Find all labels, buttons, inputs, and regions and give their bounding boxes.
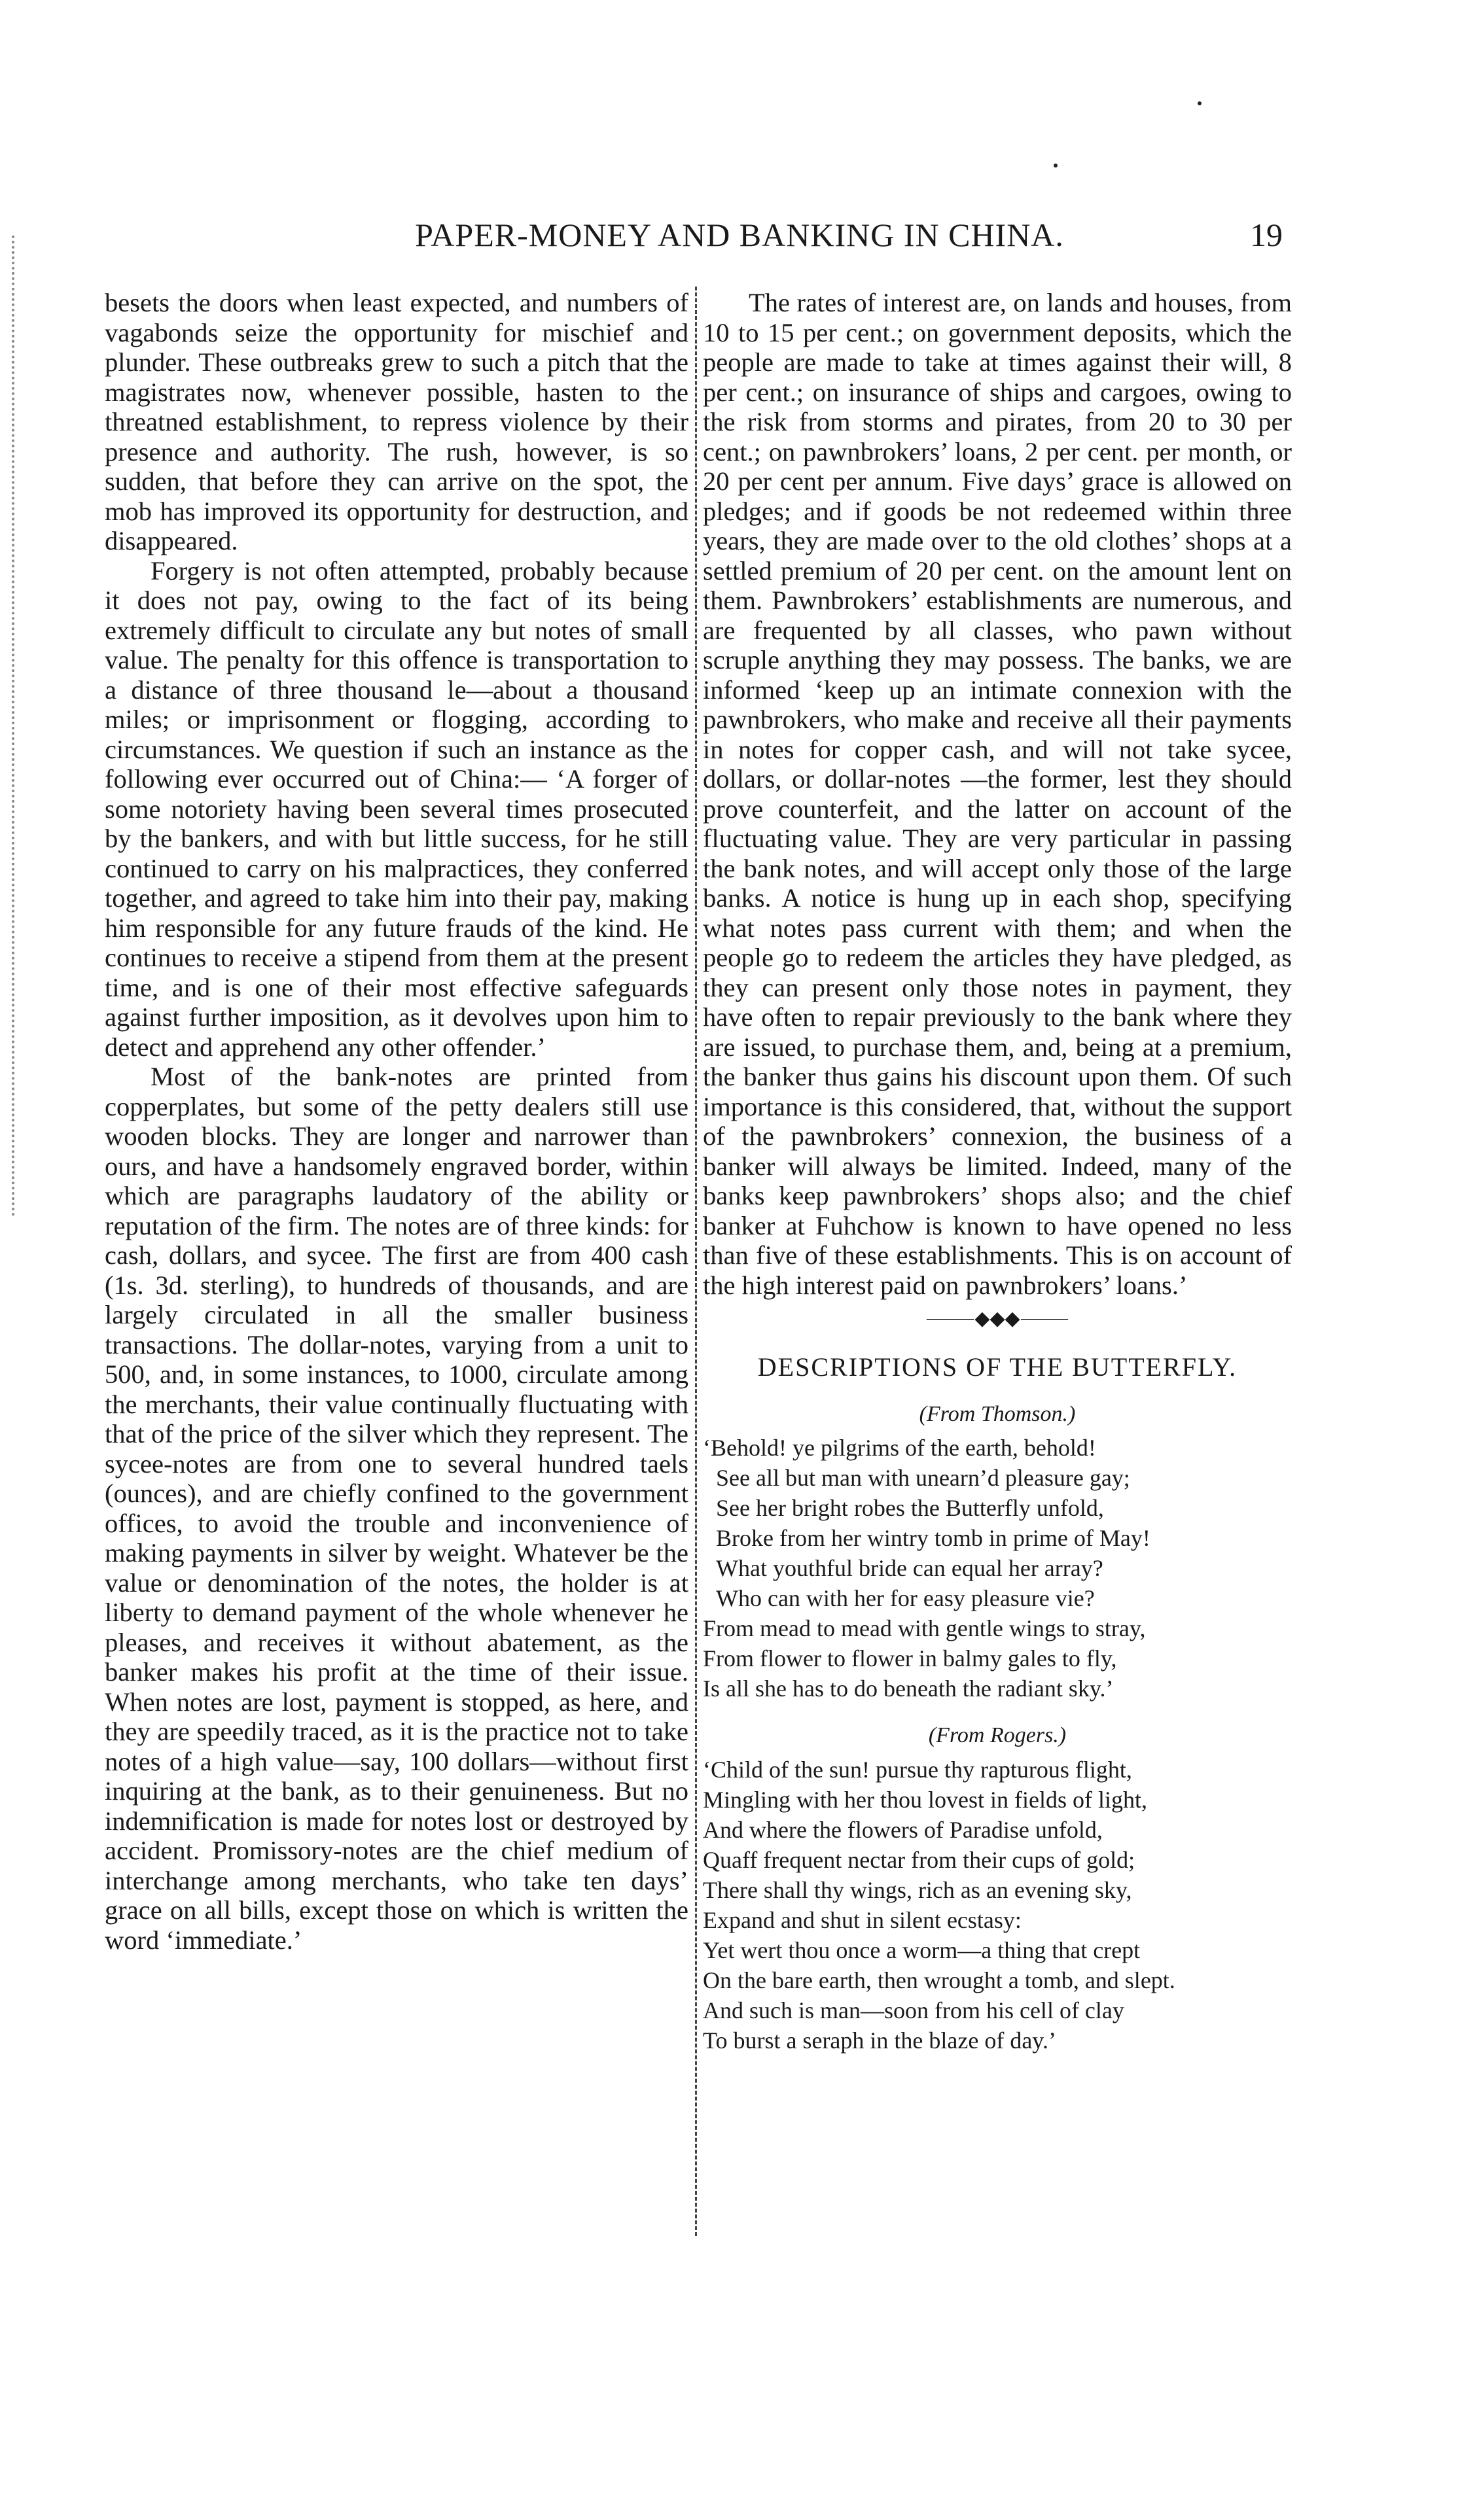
page-number: 19 (1250, 217, 1283, 253)
poem-line: ‘Behold! ye pilgrims of the earth, behold! (703, 1435, 1096, 1461)
poem-thomson (703, 1433, 1292, 1704)
running-header (196, 216, 1283, 262)
section-title: DESCRIPTIONS OF THE BUTTERFLY. (757, 1352, 1238, 1382)
paragraph: Most of the bank-notes are printed from copperplates, but some of the petty dealers still use wooden blocks. They are longer and narrower than ours, and have a handsomely engraved border, within which are paragraphs laudatory of the ability or reputation of the firm. The notes are of three kinds: for cash, dollars, and sycee. The first are from 400 cash (1s. 3d. sterling), to hundreds of thousands, and are largely circulated in all the smaller business transactions. The dollar-notes, varying from a unit to 500, and, in some instances, to 1000, circulate among the merchants, their value continually fluctuating with that of the price of the silver which they represent. The sycee-notes are from one to several hundred taels (ounces), and are chiefly confined to the government offices, to avoid the trouble and inconvenience of making payments in silver by weight. Whatever be the value or denomination of the notes, the holder is at liberty to demand payment of the whole whenever he pleases, and receives it without abatement, as the banker makes his profit at the time of their issue. When notes are lost, payment is stopped, as here, and they are speedily traced, as it is the practice not to take notes of a high value—say, 100 dollars—without first inquiring at the bank, as to their genuineness. But no indemnification is made for notes lost or destroyed by accident. Promissory-notes are the chief medium of interchange among merchants, who take ten days’ grace on all bills, except those on which is written the word ‘immediate.’ (105, 1062, 688, 1955)
poem-line: See all but man with unearn’d pleasure gay; (716, 1465, 1130, 1491)
poem-line: Expand and shut in silent ecstasy: (703, 1906, 1022, 1933)
page-title: PAPER-MONEY AND BANKING IN CHINA. (415, 217, 1064, 253)
poem-line: And such is man—soon from his cell of clay (703, 1997, 1124, 2023)
poem-line: Yet wert thou once a worm—a thing that crept (703, 1936, 1141, 1963)
poem-line: And where the flowers of Paradise unfold, (703, 1816, 1103, 1843)
poem-line: Mingling with her thou lovest in fields of light, (703, 1786, 1147, 1813)
poem-line: From flower to flower in balmy gales to fly, (703, 1645, 1117, 1671)
poem-line: Is all she has to do beneath the radiant sky.’ (703, 1675, 1114, 1702)
poem-line: Who can with her for easy pleasure vie? (716, 1585, 1095, 1611)
section-ornament: ⸻◆◆◆⸻ (925, 1308, 1069, 1329)
poem-line: On the bare earth, then wrought a tomb, and slept. (703, 1967, 1175, 1993)
poem-line: What youthful bride can equal her array? (716, 1555, 1103, 1581)
paragraph: The rates of interest are, on lands and houses, from 10 to 15 per cent.; on government deposits, which the people are made to take at times against their will, 8 per cent.; on insurance of ships and cargoes, owing to the risk from storms and pirates, from 20 to 30 per cent.; on pawnbrokers’ loans, 2 per cent. per month, or 20 per cent per annum. Five days’ grace is allowed on pledges; and if goods be not redeemed within three years, they are made over to the old clothes’ shops at a settled premium of 20 per cent. on the amount lent on them. Pawnbrokers’ establishments are numerous, and are frequented by all classes, who pawn without scruple anything they may possess. The banks, we are informed ‘keep up an intimate connexion with the pawnbrokers, who make and receive all their payments in notes for copper cash, and will not take sycee, dollars, or dollar-notes —the former, lest they should prove counterfeit, and the latter on account of the fluctuating value. They are very particular in passing the bank notes, and will accept only those of the large banks. A notice is hung up in each shop, specifying what notes pass current with them; and when the people go to redeem the articles they have pledged, as they can present only those notes in payment, they have often to repair previously to the bank where they are issued, to purchase them, and, being at a premium, the banker thus gains his discount upon them. Of such importance is this considered, that, without the support of the pawnbrokers’ connexion, the business of a banker will always be limited. Indeed, many of the banks keep pawnbrokers’ shops also; and the chief banker at Fuhchow is known to have opened no less than five of these establishments. This is on account of the high interest paid on pawnbrokers’ loans.’ (703, 288, 1292, 1300)
poem-line: There shall thy wings, rich as an evening sky, (703, 1876, 1132, 1903)
poem-line: Broke from her wintry tomb in prime of May! (716, 1525, 1150, 1551)
poem-line: See her bright robes the Butterfly unfold, (716, 1495, 1104, 1521)
poem-line: To burst a seraph in the blaze of day.’ (703, 2027, 1056, 2054)
poem-credit: (From Thomson.) (919, 1401, 1076, 1426)
binding-edge-marks (12, 236, 25, 1217)
paragraph: Forgery is not often attempted, probably because it does not pay, owing to the fact of its being extremely difficult to circulate any but notes of small value. The penalty for this offence is transportation to a distance of three thousand le—about a thousand miles; or imprisonment or flogging, according to circumstances. We question if such an instance as the following ever occurred out of China:— ‘A forger of some notoriety having been several times prosecuted by the bankers, and with but little success, for he still continued to carry on his malpractices, they conferred together, and agreed to take him into their pay, making him responsible for any future frauds of the kind. He continues to receive a stipend from them at the present time, and is one of their most effective safeguards against further imposition, as it devolves upon him to detect and apprehend any other offender.’ (105, 555, 688, 1062)
right-column (703, 288, 1292, 2056)
poem-rogers (703, 1755, 1292, 2056)
column-divider (695, 287, 697, 2236)
poem-credit: (From Rogers.) (928, 1723, 1067, 1747)
paragraph: besets the doors when least expected, and numbers of vagabonds seize the opportunity for mischief and plunder. These outbreaks grew to such a pitch that the magistrates now, whenever possible, hasten to the threatned establishment, to repress violence by their presence and authority. The rush, however, is so sudden, that before they can arrive on the spot, the mob has improved its opportunity for destruction, and disappeared. (105, 288, 688, 555)
poem-line: ‘Child of the sun! pursue thy rapturous flight, (703, 1756, 1132, 1783)
poem-line: From mead to mead with gentle wings to stray, (703, 1615, 1146, 1641)
left-column (105, 288, 688, 1955)
poem-line: Quaff frequent nectar from their cups of gold; (703, 1846, 1135, 1873)
